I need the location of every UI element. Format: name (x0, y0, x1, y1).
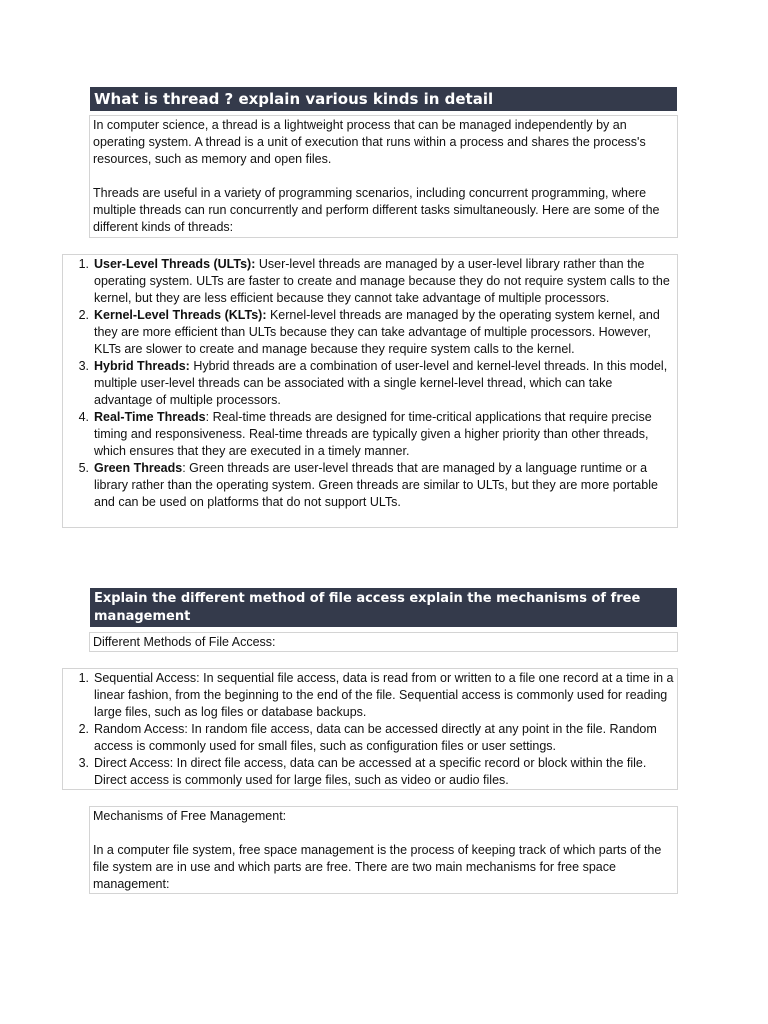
list-number: 5. (78, 461, 89, 475)
thread-intro-paragraph-1: In computer science, a thread is a lightweight process that can be managed independently by an operating system. A thread is a unit of execution that runs within a process and shares the process's resources, such as memory and open files. (93, 118, 646, 166)
list-item-text: : Real-time threads are designed for time-critical applications that require precise timing and responsiveness. Real-time threads are typically given a higher priority than other threads, which ensures that they are executed in a timely manner. (94, 410, 652, 458)
thread-intro-paragraph-2: Threads are useful in a variety of programming scenarios, including concurrent programming, where multiple threads can run concurrently and perform different tasks simultaneously. Here are some of the different kinds of threads: (93, 186, 660, 234)
list-item (63, 409, 674, 460)
list-item (63, 358, 674, 409)
thread-intro-box (89, 115, 678, 238)
list-number: 3. (78, 359, 89, 373)
list-item (63, 460, 674, 511)
section2-heading (90, 588, 677, 627)
file-access-title-box (89, 632, 678, 652)
list-item-text: : Green threads are user-level threads that are managed by a language runtime or a library rather than the operating system. Green threads are similar to ULTs, but they are more portable and can be used on platforms that do not support ULTs. (94, 461, 658, 509)
list-item (63, 721, 674, 755)
list-item (63, 670, 674, 721)
section2-heading-text: Explain the different method of file access explain the mechanisms of free management (94, 591, 641, 624)
list-item-text: User-level threads are managed by a user-level library rather than the operating system. ULTs are faster to create and manage because they do not require system calls to the kernel, but they are less efficient because they cannot take advantage of multiple processors. (94, 257, 670, 305)
list-item-text: Random Access: In random file access, data can be accessed directly at any point in the file. Random access is commonly used for small files, such as configuration files or user settings. (94, 722, 657, 753)
file-access-title: Different Methods of File Access: (93, 635, 276, 649)
list-item-text: Kernel-level threads are managed by the operating system kernel, and they are more efficient than ULTs because they can take advantage of multiple processors. However, KLTs are slower to create and manage because they require system calls to the kernel. (94, 308, 660, 356)
list-number: 1. (78, 257, 89, 271)
free-management-text: In a computer file system, free space management is the process of keeping track of which parts of the file system are in use and which parts are free. There are two main mechanisms for free space management: (93, 843, 662, 891)
list-number: 2. (78, 308, 89, 322)
list-item-title: Real-Time Threads (94, 410, 206, 424)
list-item-title: Hybrid Threads: (94, 359, 190, 373)
thread-types-list (63, 256, 674, 511)
list-item (63, 755, 674, 789)
file-access-methods-list (63, 670, 674, 789)
list-number: 1. (78, 671, 89, 685)
list-item-text: Direct Access: In direct file access, data can be accessed at a specific record or block within the file. Direct access is commonly used for large files, such as video or audio files. (94, 756, 647, 787)
file-access-methods-box (62, 668, 678, 790)
section1-heading: What is thread ? explain various kinds in detail (90, 87, 677, 111)
list-item-text: Sequential Access: In sequential file access, data is read from or written to a file one record at a time in a linear fashion, from the beginning to the end of the file. Sequential access is commonly used for reading large files, such as log files or database backups. (94, 671, 674, 719)
free-management-title: Mechanisms of Free Management: (93, 809, 287, 823)
list-number: 2. (78, 722, 89, 736)
list-item-title: User-Level Threads (ULTs): (94, 257, 256, 271)
list-item (63, 256, 674, 307)
list-item-title: Kernel-Level Threads (KLTs): (94, 308, 267, 322)
thread-types-box (62, 254, 678, 528)
list-item-text: Hybrid threads are a combination of user-level and kernel-level threads. In this model, multiple user-level threads can be associated with a single kernel-level thread, which can take advantage of multiple processors. (94, 359, 668, 407)
list-item (63, 307, 674, 358)
list-number: 4. (78, 410, 89, 424)
list-number: 3. (78, 756, 89, 770)
list-item-title: Green Threads (94, 461, 183, 475)
free-management-box (89, 806, 678, 894)
